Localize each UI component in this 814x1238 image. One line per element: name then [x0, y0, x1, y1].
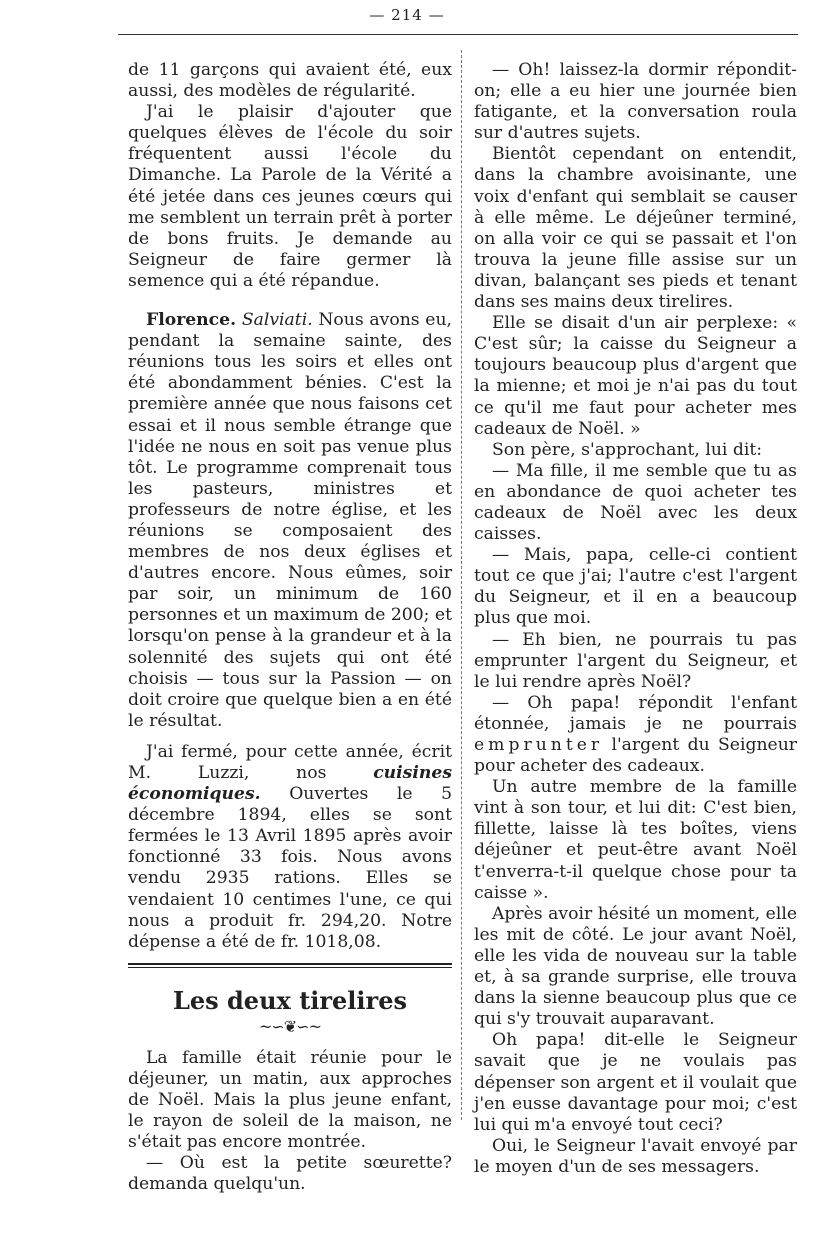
- paragraph: Un autre membre de la famille vint à son tour, et lui dit: C'est bien, fillette, laisse là tes boîtes, viens déjeûner et peut-être avant Noël t'enverra-t-il quelque chose pour ta caisse ».: [474, 777, 797, 903]
- paragraph: Bientôt cependant on entendit, dans la chambre avoisinante, une voix d'enfant qui semblait se causer à elle même. Le déjeûner terminé, on alla voir ce qui se passait et l'on trouva la jeune fille assise sur un divan, balançant ses pieds et tenant dans ses mains deux tirelires.: [474, 144, 797, 313]
- paragraph: Son père, s'approchant, lui dit:: [492, 439, 763, 460]
- paragraph-text: Ouvertes le 5 décembre 1894, elles se sont fermées le 13 Avril 1895 après avoir fonctionné 33 fois. Nous avons vendu 2935 rations. Elles se vendaient 10 centimes l'une, ce qui nous a produit fr. 294,20. Notre dépense a été de fr. 1018,08.: [128, 784, 452, 952]
- paragraph: — Où est la petite sœurette? demanda quelqu'un.: [128, 1153, 452, 1195]
- section-divider: [128, 963, 452, 968]
- emphasis-text: cuisines économiques.: [128, 763, 452, 805]
- paragraph: — Oh! laissez-la dormir répondit-on; elle a eu hier une journée bien fatigante, et la conversation roula sur d'autres sujets.: [474, 60, 797, 144]
- paragraph: Oh papa! dit-elle le Seigneur savait que je ne voulais pas dépenser son argent et il voulait que j'en eusse davantage pour moi; c'est lui qui m'a envoyé tout ceci?: [474, 1030, 797, 1135]
- paragraph-text: — Oh papa! répondit l'enfant étonnée, jamais je ne pourrais: [474, 692, 797, 734]
- paragraph-text: J'ai fermé, pour cette année, écrit M. Luzzi, nos: [128, 741, 452, 783]
- paragraph: Elle se disait d'un air perplexe: « C'est sûr; la caisse du Seigneur a toujours beaucoup plus d'argent que la mienne; et moi je n'ai pas du tout ce qu'il me faut pour acheter mes cadeaux de Noël. »: [474, 313, 797, 439]
- paragraph: [474, 693, 797, 777]
- paragraph-text: l'argent du Seigneur pour acheter des cadeaux.: [474, 735, 797, 777]
- spaced-word: emprunter: [474, 735, 604, 755]
- paragraph: de 11 garçons qui avaient été, eux aussi, des modèles de régularité.: [128, 60, 452, 102]
- place-subtitle: Salviati.: [241, 310, 313, 331]
- header-rule: [118, 34, 798, 35]
- paragraph: Après avoir hésité un moment, elle les mit de côté. Le jour avant Noël, elle les vida de nouveau sur la table et, à sa grande surprise, elle trouva dans la sienne beaucoup plus que ce qui s'y trouvait auparavant.: [474, 903, 797, 1030]
- paragraph-luzzi: [128, 742, 452, 953]
- right-column: [474, 60, 797, 1178]
- paragraph: — Mais, papa, celle-ci contient tout ce que j'ai; l'autre c'est l'argent du Seigneur, et il en a beaucoup plus que moi.: [474, 545, 797, 629]
- paragraph-florence: [128, 310, 452, 732]
- paragraph: J'ai le plaisir d'ajouter que quelques élèves de l'école du soir fréquentent aussi l'école du Dimanche. La Parole de la Vérité a été jetée dans ces jeunes cœurs qui me semblent un terrain prêt à porter de bons fruits. Je demande au Seigneur de faire germer là semence qui a été répandue.: [128, 102, 452, 291]
- flourish-ornament: ~∽❦∽~: [258, 1016, 322, 1036]
- paragraph: La famille était réunie pour le déjeuner, un matin, aux approches de Noël. Mais la plus jeune enfant, le rayon de soleil de la maison, ne s'était pas encore montrée.: [128, 1047, 452, 1153]
- paragraph: Oui, le Seigneur l'avait envoyé par le moyen d'un de ses messagers.: [474, 1135, 797, 1177]
- place-name: Florence.: [146, 310, 237, 331]
- paragraph: — Ma fille, il me semble que tu as en abondance de quoi acheter tes cadeaux de Noël avec les deux caisses.: [474, 460, 797, 545]
- left-column: [128, 60, 452, 1196]
- column-divider: [461, 50, 462, 1120]
- paragraph-text: Nous avons eu, pendant la semaine sainte, des réunions tous les soirs et elles ont été abondamment bénies. C'est la première année que nous faisons cet essai et il nous semble étrange que l'idée ne nous en soit pas venue plus tôt. Le programme comprenait tous les pasteurs, ministres et professeurs de notre église, et les réunions se composaient des membres de nos deux églises et d'autres encore. Nous eûmes, soir par soir, un minimum de 160 personnes et un maximum de 200; et lorsqu'on pense à la grandeur et à la solennité des sujets qui ont été choisis — tous sur la Passion — on doit croire que quelque bien a en été le résultat.: [128, 310, 453, 731]
- article-title: Les deux tirelires: [173, 985, 407, 1015]
- paragraph: — Eh bien, ne pourrais tu pas emprunter l'argent du Seigneur, et le lui rendre après Noël?: [474, 629, 797, 692]
- page-number: — 214 —: [369, 6, 445, 24]
